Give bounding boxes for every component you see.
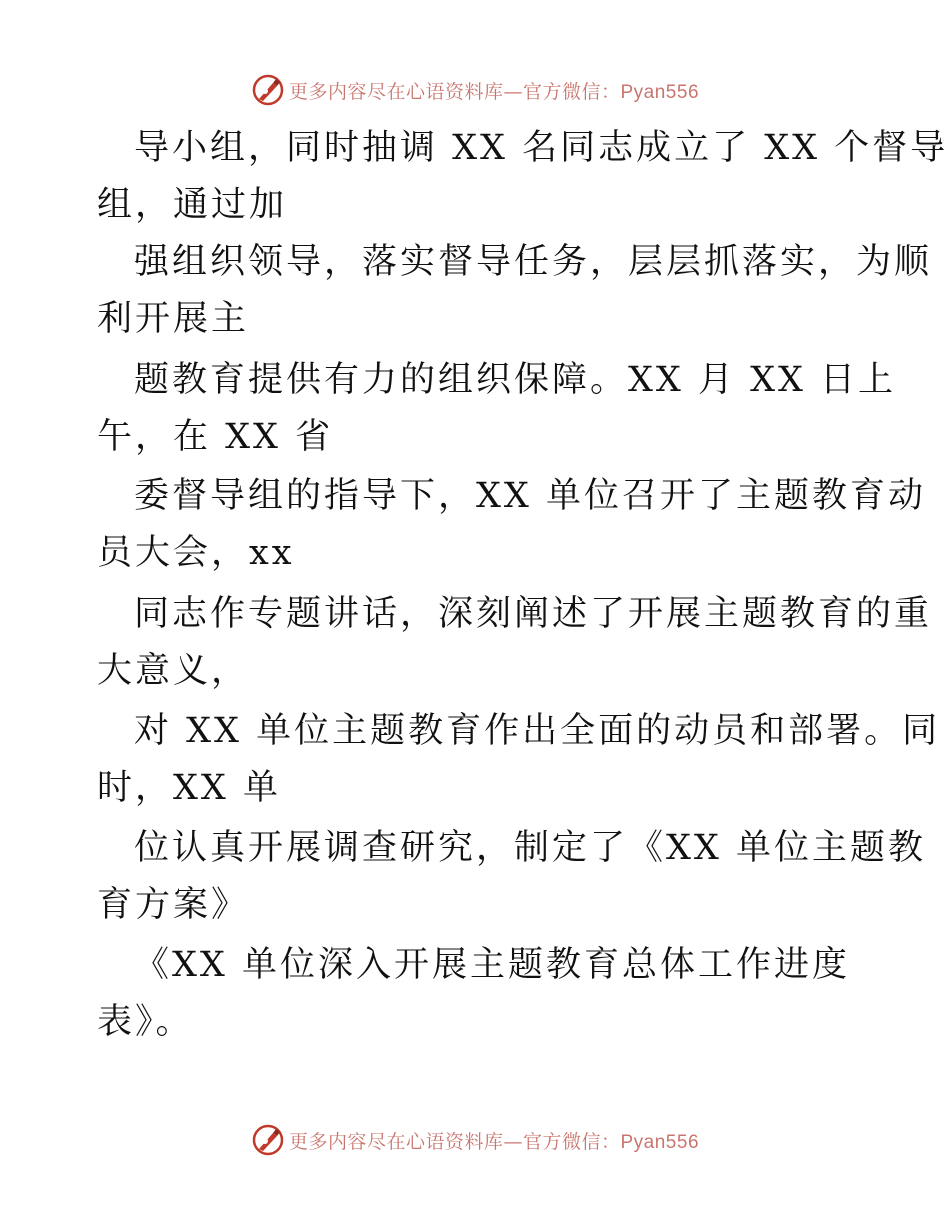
footer-watermark — [0, 1120, 950, 1160]
pen-logo-icon — [251, 73, 285, 107]
body-line: 大意义， — [97, 651, 250, 691]
watermark-text: 更多内容尽在心语资料库—官方微信：Pyan556 — [288, 1130, 700, 1153]
body-line: 委督导组的指导下，XX 单位召开了主题教育动 — [134, 476, 926, 516]
body-line: 导小组，同时抽调 XX 名同志成立了 XX 个督导 — [134, 128, 949, 168]
body-line: 午，在 XX 省 — [97, 417, 334, 457]
body-line: 组，通过加 — [97, 185, 288, 225]
body-line: 表》。 — [97, 1002, 194, 1042]
header-watermark — [0, 70, 950, 110]
body-line: 《XX 单位深入开展主题教育总体工作进度 — [134, 945, 850, 985]
body-line: 育方案》 — [97, 885, 250, 925]
body-line: 强组织领导，落实督导任务，层层抓落实，为顺 — [134, 242, 933, 282]
body-line: 对 XX 单位主题教育作出全面的动员和部署。同 — [134, 711, 941, 751]
watermark-text: 更多内容尽在心语资料库—官方微信：Pyan556 — [288, 80, 700, 103]
body-line: 位认真开展调查研究，制定了《XX 单位主题教 — [134, 828, 926, 868]
body-line: 同志作专题讲话，深刻阐述了开展主题教育的重 — [134, 594, 933, 634]
body-line: 时，XX 单 — [97, 768, 281, 808]
body-line: 利开展主 — [97, 299, 250, 339]
body-line: 题教育提供有力的组织保障。XX 月 XX 日上 — [134, 360, 897, 400]
pen-logo-icon — [251, 1123, 285, 1157]
body-line: 员大会，xx — [97, 533, 295, 573]
